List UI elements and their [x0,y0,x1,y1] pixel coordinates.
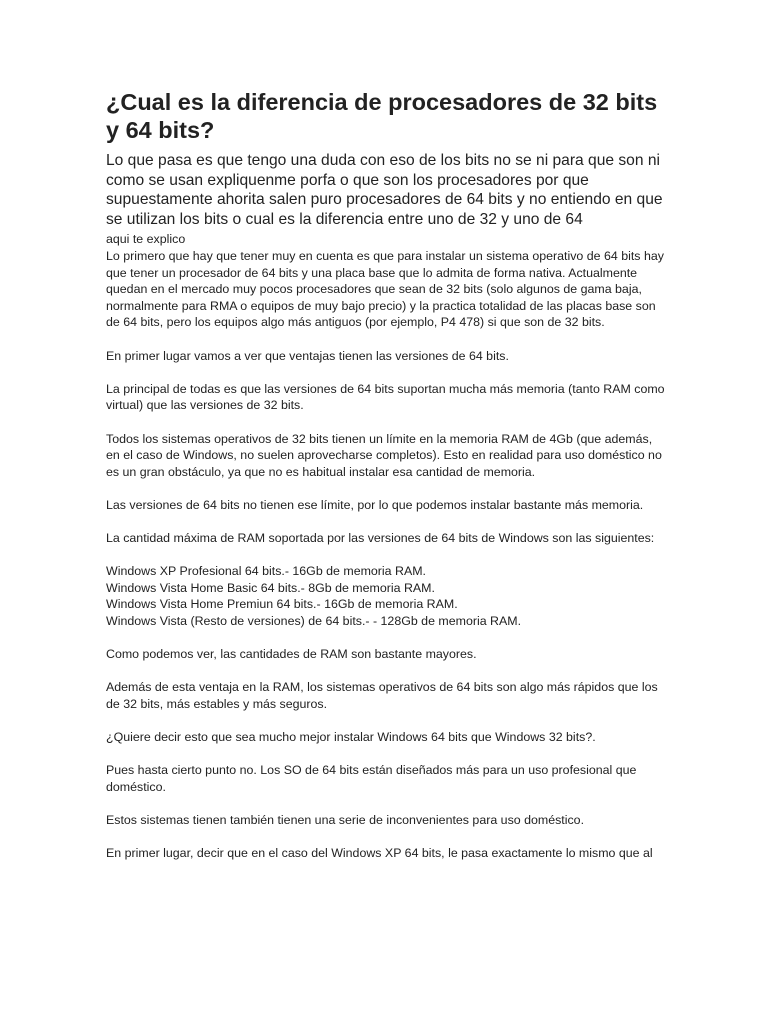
paragraph-7: Como podemos ver, las cantidades de RAM son bastante mayores. [106,647,477,662]
paragraph-11: Estos sistemas tienen también tienen una serie de inconvenientes para uso doméstico. [106,813,585,828]
ram-list-item: Windows Vista (Resto de versiones) de 64 bits.- - 128Gb de memoria RAM. [106,614,522,629]
paragraph-2: En primer lugar vamos a ver que ventajas tienen las versiones de 64 bits. [106,348,509,363]
paragraph-9: ¿Quiere decir esto que sea mucho mejor instalar Windows 64 bits que Windows 32 bits?. [106,730,596,745]
paragraph-6: La cantidad máxima de RAM soportada por las versiones de 64 bits de Windows son las siguientes: [106,531,655,546]
paragraph-1: Lo primero que hay que tener muy en cuenta es que para instalar un sistema operativo de 64 bits hay que tener un procesador de 64 bits y una placa base que lo admita de forma nativa. Actualmente quedan en el mercado muy pocos procesadores que sean de 32 bits (solo algunos de gama baja, normalmente para RMA o equipos de muy bajo precio) y la practica totalidad de las placas base son de 64 bits, pero los equipos algo más antiguos (por ejemplo, P4 478) si que son de 32 bits. [106,248,664,330]
answer-body [106,231,666,862]
paragraph-8: Además de esta ventaja en la RAM, los sistemas operativos de 64 bits son algo más rápidos que los de 32 bits, más estables y más seguros. [106,680,658,711]
ram-list-item: Windows Vista Home Basic 64 bits.- 8Gb de memoria RAM. [106,580,435,595]
ram-list-item: Windows XP Profesional 64 bits.- 16Gb de memoria RAM. [106,564,426,579]
paragraph-10: Pues hasta cierto punto no. Los SO de 64 bits están diseñados más para un uso profesional que doméstico. [106,763,637,794]
paragraph-3: La principal de todas es que las versiones de 64 bits suportan mucha más memoria (tanto RAM como virtual) que las versiones de 32 bits. [106,381,665,413]
document-title: ¿Cual es la diferencia de procesadores de 32 bits y 64 bits? [106,89,658,143]
paragraph-4: Todos los sistemas operativos de 32 bits tienen un límite en la memoria RAM de 4Gb (que además, en el caso de Windows, no suelen aprovecharse completos). Esto en realidad para uso doméstico no es un gran obstáculo, ya que no es habitual instalar esa cantidad de memoria. [106,431,662,479]
ram-list-item: Windows Vista Home Premiun 64 bits.- 16Gb de memoria RAM. [106,597,458,612]
question-text: Lo que pasa es que tengo una duda con eso de los bits no se ni para que son ni como se usan expliquenme porfa o que son los procesadores por que supuestamente ahorita salen puro procesadores de 64 bits y no entiendo en que se utilizan los bits o cual es la diferencia entre uno de 32 y uno de 64 [106,152,663,228]
paragraph-5: Las versiones de 64 bits no tienen ese límite, por lo que podemos instalar bastante más memoria. [106,497,644,512]
answer-intro: aqui te explico [106,232,186,247]
ram-list [106,563,666,629]
document-page [106,88,666,879]
paragraph-12: En primer lugar, decir que en el caso del Windows XP 64 bits, le pasa exactamente lo mismo que al [106,846,653,861]
